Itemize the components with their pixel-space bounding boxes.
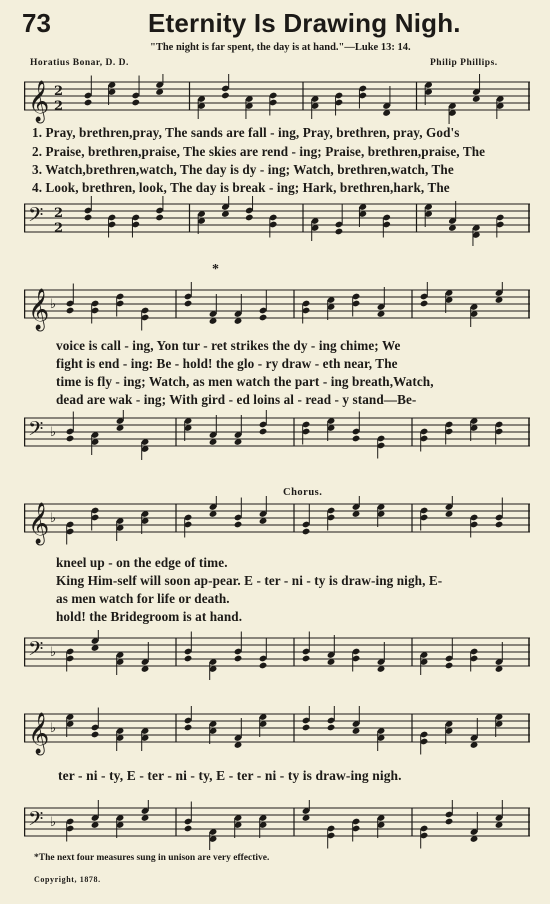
system-2-verse-3: time is fly - ing; Watch, as men watch the part - ing breath,Watch,	[56, 374, 434, 389]
svg-text:♭: ♭	[50, 645, 57, 660]
system-2-treble-staff	[24, 282, 530, 332]
svg-text:𝄢: 𝄢	[28, 807, 44, 835]
author-credit: Horatius Bonar, D. D.	[30, 58, 129, 68]
composer-credit: Philip Phillips.	[430, 58, 498, 68]
svg-text:♭: ♭	[50, 815, 57, 830]
footnote: *The next four measures sung in unison are very effective.	[34, 853, 270, 863]
system-4-chorus-line: ter - ni - ty, E - ter - ni - ty, E - ter - ni - ty is draw-ing nigh.	[58, 768, 402, 783]
system-2-bass-staff	[24, 410, 530, 460]
svg-text:𝄞: 𝄞	[28, 289, 50, 330]
svg-text:♭: ♭	[50, 721, 57, 736]
svg-text:2: 2	[54, 99, 64, 114]
svg-text:𝄢: 𝄢	[28, 203, 44, 231]
system-3-verse-2: King Him-self will soon ap-pear. E - ter - ni - ty is draw-ing nigh, E-	[56, 573, 443, 588]
svg-text:𝄢: 𝄢	[28, 417, 44, 445]
system-4-bass-staff	[24, 800, 530, 850]
system-2-verse-1: voice is call - ing, Yon tur - ret strikes the dy - ing chime; We	[56, 338, 401, 353]
svg-text:𝄞: 𝄞	[28, 503, 50, 544]
svg-text:♭: ♭	[50, 297, 57, 312]
chorus-label: Chorus.	[283, 487, 323, 498]
system-4-treble-staff	[24, 706, 530, 756]
system-2-verse-2: fight is end - ing: Be - hold! the glo - ry draw - eth near, The	[56, 356, 398, 371]
svg-text:𝄞: 𝄞	[28, 81, 50, 122]
svg-text:2: 2	[54, 84, 64, 99]
scripture-epigraph: "The night is far spent, the day is at hand."—Luke 13: 14.	[150, 42, 411, 53]
system-1-verse-3: 3. Watch,brethren,watch, The day is dy - ing; Watch, brethren,watch, The	[32, 162, 454, 177]
svg-text:2: 2	[54, 221, 64, 236]
system-3-treble-staff	[24, 496, 530, 546]
svg-text:𝄢: 𝄢	[28, 637, 44, 665]
system-1-verse-4: 4. Look, brethren, look, The day is break - ing; Hark, brethren,hark, The	[32, 180, 450, 195]
hymn-title: Eternity Is Drawing Nigh.	[148, 8, 461, 38]
system-1-treble-staff	[24, 74, 530, 124]
svg-text:𝄞: 𝄞	[28, 713, 50, 754]
hymn-number: 73	[22, 8, 51, 38]
svg-text:♭: ♭	[50, 511, 57, 526]
system-3-verse-1: kneel up - on the edge of time.	[56, 555, 228, 570]
svg-text:2: 2	[54, 206, 64, 221]
system-3-verse-3: as men watch for life or death.	[56, 591, 230, 606]
asterisk-mark: *	[212, 262, 219, 277]
system-3-bass-staff	[24, 630, 530, 680]
system-2-verse-4: dead are wak - ing; With gird - ed loins al - read - y stand—Be-	[56, 392, 417, 407]
system-1-verse-1: 1. Pray, brethren,pray, The sands are fall - ing, Pray, brethren, pray, God's	[32, 125, 460, 140]
system-1-bass-staff	[24, 196, 530, 246]
svg-text:♭: ♭	[50, 425, 57, 440]
copyright: Copyright, 1878.	[34, 875, 101, 884]
system-3-verse-4: hold! the Bridegroom is at hand.	[56, 609, 243, 624]
system-1-verse-2: 2. Praise, brethren,praise, The skies are rend - ing; Praise, brethren,praise, The	[32, 144, 486, 159]
